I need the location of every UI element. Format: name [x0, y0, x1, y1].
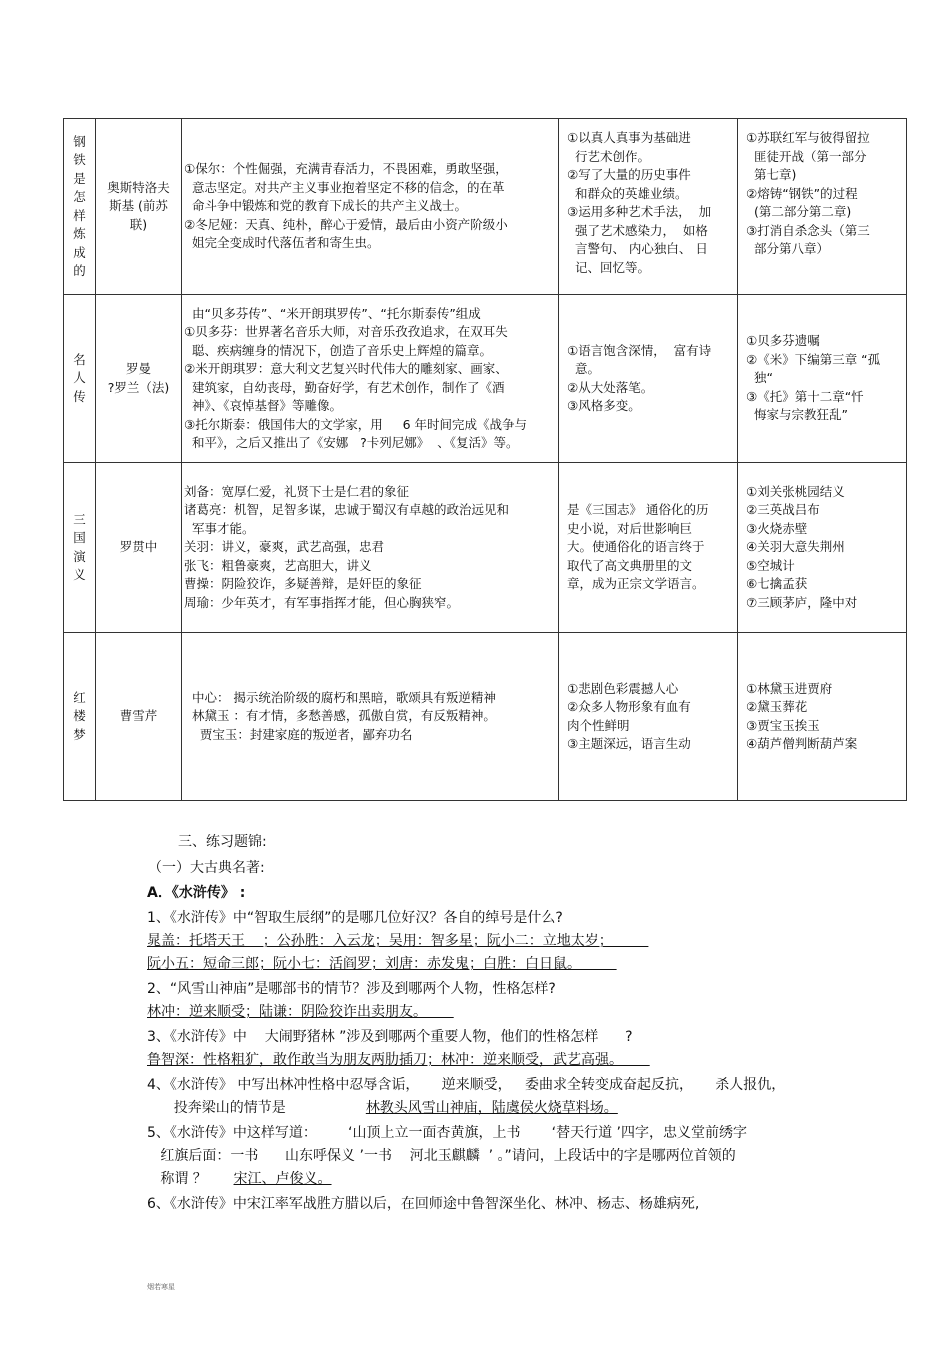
art-line: ①悲剧色彩震撼人心 — [567, 680, 679, 696]
work-title-cell — [64, 633, 96, 801]
character-line: 神》、《哀悼基督》等雕像。 — [184, 398, 342, 413]
art-line: 言警句、 内心独白、 日 — [567, 241, 708, 256]
question-6: 6、《水浒传》中宋江率军战胜方腊以后，在回师途中鲁智深坐化、林冲、杨志、杨雄病死, — [147, 1196, 700, 1212]
question-5-line-3 — [0, 1169, 950, 1189]
art-line: ②从大处落笔。 — [567, 379, 654, 395]
work-title: 名人传 — [73, 351, 86, 404]
answer-3: 鲁智深：性格粗犷，敢作敢当为朋友两肋插刀；林冲：逆来顺受，武艺高强。 — [147, 1052, 650, 1068]
chapter-line: ②熔铸“钢铁”的过程 — [746, 185, 858, 201]
author-line: ?罗兰（法) — [107, 379, 170, 395]
question-4-line-2 — [0, 1098, 950, 1118]
art-line: ①语言饱含深情， 富有诗 — [567, 342, 712, 358]
table-row — [64, 633, 907, 801]
question-5-line-1: 5、《水浒传》中这样写道： ‘山顶上立一面杏黄旗，上书 ‘替天行道 ’四字，忠义堂前绣字 — [147, 1125, 748, 1141]
chapter-line: ②黛玉葬花 — [746, 699, 808, 714]
work-title-cell — [64, 295, 96, 463]
character-line: 诸葛亮：机智，足智多谋，忠诚于蜀汉有卓越的政治远见和 — [184, 502, 510, 518]
chapter-line: 部分第八章） — [746, 241, 829, 256]
character-line: 周瑜：少年英才，有军事指挥才能，但心胸狭窄。 — [184, 594, 460, 610]
art-line: 强了艺术感染力， 如格 — [567, 222, 708, 238]
character-line: 张飞：粗鲁豪爽，艺高胆大，讲义 — [184, 557, 372, 573]
art-features-cell — [559, 119, 738, 295]
character-line: 和平》，之后又推出了《安娜 ?卡列尼娜》 、《复活》等。 — [184, 435, 519, 450]
question-1: 1、《水浒传》中“智取生辰纲”的是哪几位好汉？各自的绰号是什么? — [147, 910, 563, 926]
table-row — [64, 463, 907, 633]
chapter-line: ⑥七擒孟获 — [746, 576, 808, 592]
chapters-cell — [738, 119, 907, 295]
chapter-line: 第七章) — [746, 167, 797, 182]
question-2: 2、“风雪山神庙”是哪部书的情节？涉及到哪两个人物，性格怎样? — [147, 981, 556, 997]
character-line: 军事才能。 — [184, 520, 255, 536]
art-line: 章，成为正宗文学语言。 — [567, 576, 705, 592]
page-footer: 烟若寒星 — [147, 1283, 175, 1291]
part-a-title: A．《水浒传》 : — [147, 885, 246, 901]
character-line: 贾宝玉：封建家庭的叛逆者，鄙弃功名 — [184, 726, 413, 742]
works-table — [63, 118, 907, 801]
art-line: 记、回忆等。 — [567, 259, 650, 275]
art-line: 大。使通俗化的语言终于 — [567, 539, 705, 555]
answer-1-line-2: 阮小五：短命三郎；阮小七：活阎罗；刘唐：赤发鬼；白胜：白日鼠。 — [147, 956, 617, 972]
answer-2: 林冲：逆来顺受；陆谦：阴险狡诈出卖朋友。 — [147, 1004, 454, 1020]
art-line: ③主题深远，语言生动 — [567, 736, 691, 751]
author-line: 罗曼 — [125, 361, 151, 376]
chapters-cell — [738, 463, 907, 633]
characters-cell — [182, 119, 559, 295]
art-line: ①以真人真事为基础进 — [567, 130, 691, 145]
question-4-prompt: 投奔梁山的情节是 — [147, 1100, 366, 1116]
character-line: 曹操：阴险狡诈，多疑善辩，是奸臣的象征 — [184, 576, 422, 592]
characters-cell — [182, 463, 559, 633]
characters-cell — [182, 295, 559, 463]
character-line: ①保尔：个性倔强，充满青春活力，不畏困难，勇敢坚强， — [184, 161, 508, 177]
character-line: 刘备：宽厚仁爱，礼贤下士是仁君的象征 — [184, 483, 410, 499]
art-line: ②写了大量的历史事件 — [567, 167, 691, 182]
character-line: 中心： 揭示统治阶级的腐朽和黑暗，歌颂具有叛逆精神 — [184, 689, 496, 705]
character-line: 林黛玉 ：有才情，多愁善感，孤傲自赏，有反叛精神。 — [184, 708, 496, 724]
character-line: ②米开朗琪罗：意大利文艺复兴时代伟大的雕刻家、画家、 — [184, 361, 508, 376]
art-features-cell — [559, 633, 738, 801]
question-5-line-2: 红旗后面：一书 山东呼保义 ’一书 河北玉麒麟 ’ 。”请问，上段话中的字是哪两位首领的 — [147, 1148, 736, 1164]
work-title: 三国演义 — [73, 511, 86, 582]
character-line: 关羽：讲义，豪爽，武艺高强，忠君 — [184, 539, 385, 555]
answer-4: 林教头风雪山神庙，陆虞侯火烧草料场。 — [365, 1100, 618, 1116]
question-3: 3、《水浒传》中 大闹野猪林 ”涉及到哪两个重要人物，他们的性格怎样 ? — [147, 1029, 633, 1045]
chapter-line: ②《米》下编第三章 “孤 — [746, 351, 881, 367]
art-line: 和群众的英雄业绩。 — [567, 185, 688, 201]
art-line: 行艺术创作。 — [567, 148, 650, 164]
chapter-line: ③《托》第十二章“忏 — [746, 388, 864, 404]
chapter-line: ③打消自杀念头（第三 — [746, 222, 870, 238]
chapter-line: 悔家与宗教狂乱” — [746, 407, 848, 423]
character-line: 姐完全变成时代落伍者和寄生虫。 — [184, 235, 380, 251]
answer-5: 宋江、卢俊义。 — [233, 1171, 332, 1187]
character-line: 聪、疾病缠身的情况下，创造了音乐史上辉煌的篇章。 — [184, 342, 492, 358]
art-line: 取代了高文典册里的文 — [567, 557, 693, 573]
art-line: 肉个性鲜明 — [567, 717, 630, 733]
work-title-cell — [64, 119, 96, 295]
art-line: 意。 — [567, 361, 600, 376]
author-cell — [96, 633, 182, 801]
exercise-section — [0, 832, 950, 1214]
chapter-line: (第二部分第二章) — [746, 204, 852, 219]
chapter-line: ①苏联红军与彼得留拉 — [746, 130, 870, 145]
author-line: 斯基 (前苏 — [109, 198, 168, 214]
chapters-cell — [738, 295, 907, 463]
art-features-cell — [559, 463, 738, 633]
chapter-line: ⑤空城计 — [746, 557, 795, 573]
author-line: 奥斯特洛夫 — [107, 179, 170, 195]
character-line: 意志坚定。对共产主义事业抱着坚定不移的信念，的在革 — [184, 179, 505, 195]
chapter-line: 匪徒开战（第一部分 — [746, 148, 867, 164]
author-line: 联) — [129, 216, 148, 232]
author-line: 罗贯中 — [119, 539, 158, 555]
characters-cell — [182, 633, 559, 801]
chapter-line: ④关羽大意失荆州 — [746, 539, 845, 555]
author-cell — [96, 463, 182, 633]
chapter-line: ③火烧赤壁 — [746, 520, 808, 536]
chapter-line: ①贝多芬遗嘱 — [746, 333, 820, 349]
work-title: 红楼梦 — [73, 689, 86, 742]
chapter-line: ②三英战吕布 — [746, 502, 820, 518]
work-title-cell — [64, 463, 96, 633]
chapter-line: ④葫芦僧判断葫芦案 — [746, 736, 858, 751]
answer-1-line-1: 晁盖：托塔天王 ；公孙胜：入云龙；吴用：智多星；阮小二：立地太岁； — [147, 933, 649, 949]
work-title: 钢铁是怎样炼成的 — [73, 133, 86, 278]
author-cell — [96, 119, 182, 295]
character-line: ③托尔斯泰：俄国伟大的文学家，用 6 年时间完成《战争与 — [184, 416, 528, 432]
character-line: 命斗争中锻炼和党的教育下成长的共产主义战士。 — [184, 198, 467, 214]
question-5-prompt: 称谓 ？ — [147, 1171, 234, 1187]
section-subheading: （一）大古典名著: — [148, 860, 265, 876]
table-row — [64, 119, 907, 295]
question-4-line-1: 4、《水浒传》 中写出林冲性格中忍辱含诟， 逆来顺受， 委曲求全转变成奋起反抗， 杀人报仇， — [147, 1077, 786, 1093]
art-line: ③运用多种艺术手法， 加 — [567, 204, 712, 219]
table-row — [64, 295, 907, 463]
author-cell — [96, 295, 182, 463]
chapter-line: ③贾宝玉挨玉 — [746, 717, 820, 733]
art-line: ③风格多变。 — [567, 398, 641, 413]
character-line: ②冬尼娅：天真、纯朴，醉心于爱情，最后由小资产阶级小 — [184, 216, 508, 232]
character-line: 由“贝多芬传”、“米开朗琪罗传”、“托尔斯泰传”组成 — [184, 305, 481, 321]
art-line: 史小说，对后世影响巨 — [567, 520, 693, 536]
character-line: 建筑家，自幼丧母，勤奋好学，有艺术创作，制作了《酒 — [184, 379, 505, 395]
character-line: ①贝多芬：世界著名音乐大师，对音乐孜孜追求，在双耳失 — [184, 324, 508, 339]
chapter-line: ①林黛玉进贾府 — [746, 680, 833, 696]
art-features-cell — [559, 295, 738, 463]
art-line: ②众多人物形象有血有 — [567, 699, 691, 714]
art-line: 是《三国志》 通俗化的历 — [567, 502, 709, 518]
chapters-cell — [738, 633, 907, 801]
chapter-line: ⑦三顾茅庐，隆中对 — [746, 594, 858, 610]
author-line: 曹雪芹 — [119, 708, 158, 724]
chapter-line: ①刘关张桃园结义 — [746, 483, 845, 499]
chapter-line: 独“ — [746, 370, 773, 386]
section-heading: 三、练习题锦: — [178, 834, 267, 850]
